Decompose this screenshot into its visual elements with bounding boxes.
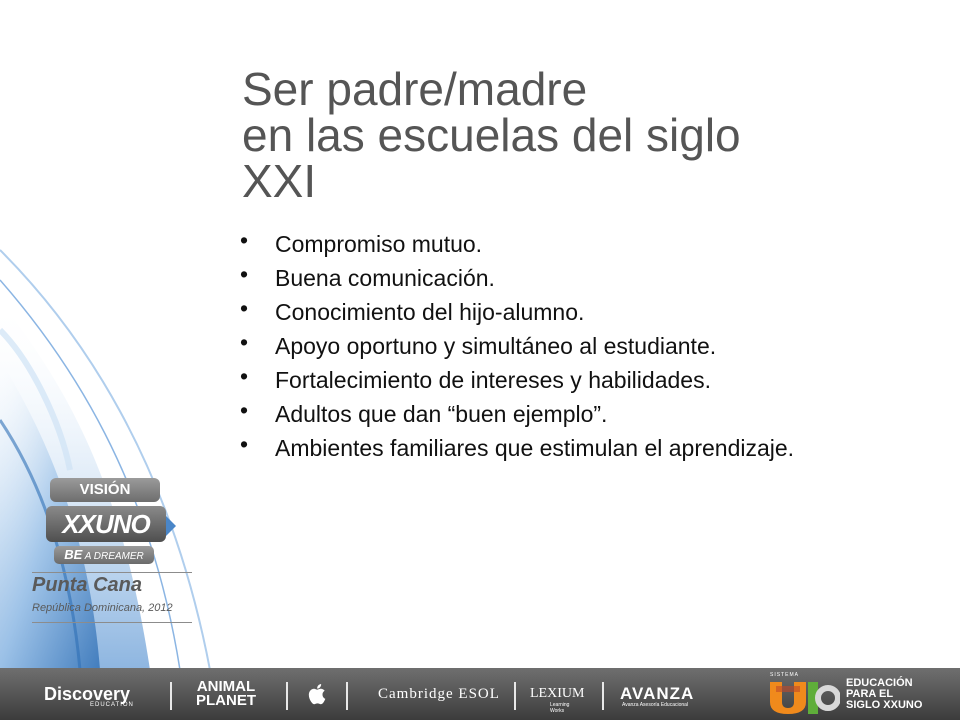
lexium-logo: LEXIUM Learning Works <box>530 686 585 714</box>
educacion-logo: EDUCACIÓN PARA EL SIGLO XXUNO <box>846 676 923 711</box>
bullet-dot: • <box>240 227 249 253</box>
sistema-label: SISTEMA <box>770 672 799 678</box>
list-item: • Buena comunicación. <box>240 261 495 291</box>
uno-logo-icon <box>768 668 840 720</box>
divider <box>286 682 288 710</box>
list-item: • Conocimiento del hijo-alumno. <box>240 295 585 325</box>
divider <box>32 572 192 573</box>
bullet-dot: • <box>240 261 249 287</box>
avanza-logo: AVANZA Avanza Asesoría Educacional <box>620 684 695 708</box>
divider <box>346 682 348 710</box>
list-item: • Apoyo oportuno y simultáneo al estudiante. <box>240 329 717 359</box>
divider <box>170 682 172 710</box>
animal-planet-logo: ANIMAL PLANET <box>196 678 256 709</box>
slide-title <box>242 63 882 207</box>
bullet-dot: • <box>240 431 249 457</box>
apple-icon <box>308 668 328 720</box>
list-item: • Adultos que dan “buen ejemplo”. <box>240 397 608 427</box>
list-item: • Compromiso mutuo. <box>240 227 483 257</box>
be-a-dreamer-badge: BE A DREAMER <box>54 546 154 564</box>
divider <box>32 622 192 623</box>
badge-accent <box>166 516 176 536</box>
bullet-dot: • <box>240 295 249 321</box>
bullet-dot: • <box>240 397 249 423</box>
title-line: en las escuelas del siglo <box>242 109 741 161</box>
list-item: • Fortalecimiento de intereses y habilidades. <box>240 363 711 393</box>
xxuno-badge: XXUNO <box>46 506 166 542</box>
title-line: XXI <box>242 155 317 207</box>
bullet-list <box>240 227 840 468</box>
bullet-dot: • <box>240 363 249 389</box>
sponsor-footer <box>0 668 960 720</box>
vision-badge: VISIÓN <box>50 478 160 502</box>
discovery-logo: Discovery EDUCATION <box>44 683 134 708</box>
bullet-dot: • <box>240 329 249 355</box>
place-name: Punta Cana <box>32 574 143 596</box>
divider <box>602 682 604 710</box>
place-country: República Dominicana, 2012 <box>32 602 173 614</box>
cambridge-esol-logo: Cambridge ESOL <box>378 685 500 702</box>
vision-xxuno-logo <box>20 472 190 632</box>
divider <box>514 682 516 710</box>
title-line: Ser padre/madre <box>242 63 588 115</box>
list-item: • Ambientes familiares que estimulan el aprendizaje. <box>240 431 795 461</box>
